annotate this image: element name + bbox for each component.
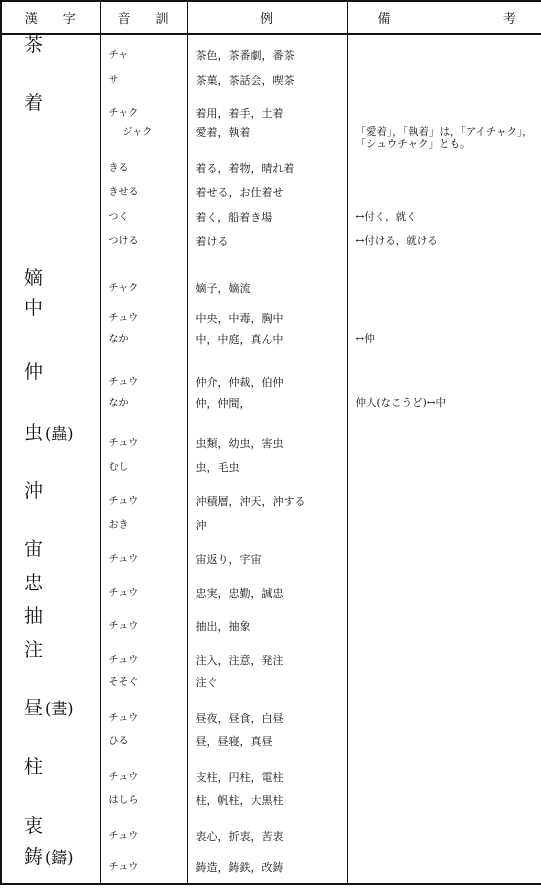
- notes-cell: ↔付く，就く: [347, 206, 541, 230]
- example-cell: 茶菓，茶話会，喫茶: [187, 69, 347, 93]
- kanji-char: 中: [24, 297, 44, 319]
- kanji-char: 抽: [24, 605, 44, 627]
- kanji-cell: [1, 121, 100, 157]
- kanji-cell: [1, 606, 100, 640]
- table-row: [1, 423, 541, 456]
- notes-cell: [347, 671, 541, 698]
- header-notes: 備 考: [347, 1, 541, 34]
- table-row: [1, 268, 541, 298]
- notes-cell: ↔仲: [347, 328, 541, 362]
- notes-cell: [347, 640, 541, 671]
- kanji-cell: [1, 298, 100, 328]
- table-row: [1, 757, 541, 789]
- example-cell: 昼夜，昼食，白昼: [187, 698, 347, 730]
- table-row: [1, 181, 541, 206]
- reading-cell: チュウ: [100, 298, 187, 328]
- kanji-char: 仲: [24, 361, 44, 383]
- reading-cell: チャク: [100, 268, 187, 298]
- example-cell: 中，中庭，真ん中: [187, 328, 347, 362]
- kanji-cell: [1, 456, 100, 481]
- table-row: [1, 573, 541, 606]
- notes-cell: [347, 573, 541, 606]
- reading-cell: ジャク: [100, 121, 187, 157]
- table-row: [1, 789, 541, 816]
- kanji-cell: [1, 181, 100, 206]
- kanji-cell: [1, 847, 100, 884]
- reading-cell: なか: [100, 392, 187, 423]
- kanji-cell: [1, 514, 100, 539]
- reading-cell: チュウ: [100, 423, 187, 456]
- kanji-char: 忠: [24, 572, 44, 594]
- example-cell: 虫類，幼虫，害虫: [187, 423, 347, 456]
- kanji-cell: [1, 757, 100, 789]
- kanji-cell: [1, 93, 100, 121]
- notes-cell: [347, 514, 541, 539]
- example-cell: 昼，昼寝，真昼: [187, 730, 347, 757]
- table-row: [1, 671, 541, 698]
- table-row: [1, 362, 541, 392]
- kanji-cell: [1, 230, 100, 268]
- old-form-kanji: (蟲): [45, 424, 74, 443]
- example-cell: 注入，注意，発注: [187, 640, 347, 671]
- kanji-cell: [1, 362, 100, 392]
- kanji-cell: [1, 789, 100, 816]
- kanji-cell: [1, 816, 100, 847]
- kanji-cell: [1, 698, 100, 730]
- kanji-char: 着: [24, 92, 44, 114]
- example-cell: 着用，着手，土着: [187, 93, 347, 121]
- table-row: [1, 481, 541, 514]
- reading-cell: つける: [100, 230, 187, 268]
- kanji-char: 昼: [24, 697, 44, 719]
- kanji-char: 注: [24, 639, 44, 661]
- notes-cell: [347, 606, 541, 640]
- kanji-char: 衷: [24, 815, 44, 837]
- example-cell: 宙返り，宇宙: [187, 539, 347, 573]
- notes-cell: [347, 847, 541, 884]
- example-cell: 支柱，円柱，電柱: [187, 757, 347, 789]
- kanji-cell: [1, 328, 100, 362]
- notes-cell: [347, 69, 541, 93]
- notes-cell: ↔付ける，就ける: [347, 230, 541, 268]
- table-row: [1, 606, 541, 640]
- reading-cell: ひる: [100, 730, 187, 757]
- kanji-cell: [1, 539, 100, 573]
- notes-cell: [347, 539, 541, 573]
- reading-cell: チュウ: [100, 847, 187, 884]
- notes-cell: 「愛着」，「執着」は，「アイチャク」，「シュウチャク」とも。: [347, 121, 541, 157]
- reading-cell: チャク: [100, 93, 187, 121]
- header-kanji: 漢 字: [1, 1, 100, 34]
- notes-cell: [347, 268, 541, 298]
- notes-cell: [347, 730, 541, 757]
- kanji-cell: [1, 157, 100, 181]
- notes-cell: [347, 298, 541, 328]
- table-row: [1, 392, 541, 423]
- table-row: [1, 539, 541, 573]
- table-row: [1, 230, 541, 268]
- header-reading: 音 訓: [100, 1, 187, 34]
- notes-cell: [347, 456, 541, 481]
- example-cell: 抽出，抽象: [187, 606, 347, 640]
- example-cell: 仲，仲間，: [187, 392, 347, 423]
- example-cell: 沖積層，沖天，沖する: [187, 481, 347, 514]
- kanji-cell: [1, 423, 100, 456]
- example-cell: 着ける: [187, 230, 347, 268]
- reading-cell: チュウ: [100, 362, 187, 392]
- kanji-char: 宙: [24, 538, 44, 560]
- notes-cell: [347, 789, 541, 816]
- example-cell: 忠実，忠勤，誠忠: [187, 573, 347, 606]
- header-example: 例: [187, 1, 347, 34]
- reading-cell: チュウ: [100, 481, 187, 514]
- reading-cell: チュウ: [100, 606, 187, 640]
- table-row: [1, 847, 541, 884]
- notes-cell: [347, 423, 541, 456]
- kanji-cell: [1, 730, 100, 757]
- reading-cell: チュウ: [100, 698, 187, 730]
- reading-cell: むし: [100, 456, 187, 481]
- table-row: [1, 514, 541, 539]
- kanji-cell: [1, 640, 100, 671]
- notes-cell: [347, 157, 541, 181]
- notes-cell: [347, 362, 541, 392]
- table-row: [1, 640, 541, 671]
- reading-cell: サ: [100, 69, 187, 93]
- example-cell: 沖: [187, 514, 347, 539]
- reading-cell: チュウ: [100, 640, 187, 671]
- kanji-char: 茶: [24, 34, 44, 56]
- example-cell: 中央，中毒，胸中: [187, 298, 347, 328]
- kanji-cell: [1, 69, 100, 93]
- kanji-char: 嫡: [24, 267, 44, 289]
- reading-cell: チュウ: [100, 573, 187, 606]
- notes-cell: [347, 757, 541, 789]
- table-header-row: [1, 1, 541, 34]
- reading-cell: きせる: [100, 181, 187, 206]
- kanji-cell: [1, 573, 100, 606]
- notes-cell: [347, 698, 541, 730]
- example-cell: 着せる，お仕着せ: [187, 181, 347, 206]
- table-row: [1, 206, 541, 230]
- example-cell: 衷心，折衷，苦衷: [187, 816, 347, 847]
- kanji-char: 鋳: [24, 846, 44, 868]
- notes-cell: [347, 481, 541, 514]
- reading-cell: チャ: [100, 34, 187, 69]
- example-cell: 嫡子，嫡流: [187, 268, 347, 298]
- old-form-kanji: (晝): [45, 699, 74, 718]
- reading-cell: チュウ: [100, 757, 187, 789]
- example-cell: 虫，毛虫: [187, 456, 347, 481]
- reading-cell: きる: [100, 157, 187, 181]
- kanji-cell: [1, 268, 100, 298]
- notes-cell: [347, 93, 541, 121]
- table-body: [1, 34, 541, 884]
- table-row: [1, 34, 541, 69]
- table-row: [1, 298, 541, 328]
- example-cell: 柱，帆柱，大黒柱: [187, 789, 347, 816]
- notes-cell: 仲人(なこうど)↔中: [347, 392, 541, 423]
- reading-cell: はしら: [100, 789, 187, 816]
- kanji-char: 柱: [24, 756, 44, 778]
- notes-cell: [347, 181, 541, 206]
- example-cell: 仲介，仲裁，伯仲: [187, 362, 347, 392]
- table-row: [1, 93, 541, 121]
- table-row: [1, 816, 541, 847]
- notes-cell: [347, 34, 541, 69]
- kanji-char: 虫: [24, 422, 44, 444]
- old-form-kanji: (鑄): [45, 848, 74, 867]
- example-cell: 着く，船着き場: [187, 206, 347, 230]
- example-cell: 愛着，執着: [187, 121, 347, 157]
- example-cell: 着る，着物，晴れ着: [187, 157, 347, 181]
- reading-cell: チュウ: [100, 816, 187, 847]
- reading-cell: おき: [100, 514, 187, 539]
- table-row: [1, 730, 541, 757]
- kanji-char: 沖: [24, 480, 44, 502]
- reading-cell: チュウ: [100, 539, 187, 573]
- kanji-cell: [1, 206, 100, 230]
- reading-cell: そそぐ: [100, 671, 187, 698]
- example-cell: 注ぐ: [187, 671, 347, 698]
- table-row: [1, 456, 541, 481]
- kanji-cell: [1, 481, 100, 514]
- kanji-cell: [1, 392, 100, 423]
- reading-cell: なか: [100, 328, 187, 362]
- table-row: [1, 328, 541, 362]
- kanji-cell: [1, 34, 100, 69]
- table-row: [1, 69, 541, 93]
- example-cell: 鋳造，鋳鉄，改鋳: [187, 847, 347, 884]
- table-row: [1, 698, 541, 730]
- example-cell: 茶色，茶番劇，番茶: [187, 34, 347, 69]
- reading-cell: つく: [100, 206, 187, 230]
- table-row: [1, 157, 541, 181]
- notes-cell: [347, 816, 541, 847]
- table-row: [1, 121, 541, 157]
- kanji-cell: [1, 671, 100, 698]
